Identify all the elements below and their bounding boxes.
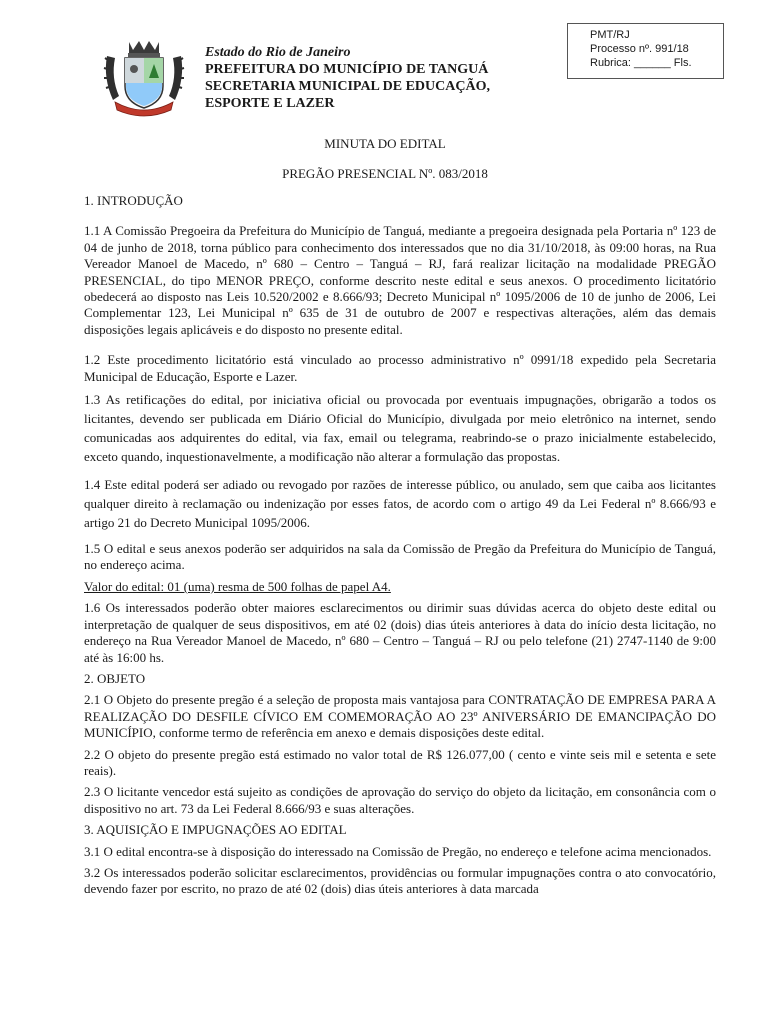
secretariat-name-line2: ESPORTE E LAZER — [205, 96, 335, 111]
document-subtitle: PREGÃO PRESENCIAL Nº. 083/2018 — [282, 166, 488, 181]
paragraph-2-1: 2.1 O Objeto do presente pregão é a seleção de proposta mais vantajosa para CONTRATAÇÃO DE EMPRESA PARA A REALIZAÇÃO DO DESFILE CÍVICO EM COMEMORAÇÃO AO 23º ANIVERSÁRIO DE EMANCIPAÇÃO DO MUNICÍPIO, conforme termo de referência em anexo e demais disposições deste edital. — [84, 692, 716, 741]
document-title: MINUTA DO EDITAL — [324, 136, 446, 151]
prefecture-name: PREFEITURA DO MUNICÍPIO DE TANGUÁ — [205, 62, 489, 77]
paragraph-1-6: 1.6 Os interessados poderão obter maiores esclarecimentos ou dirimir suas dúvidas acerca do objeto deste edital ou interpretação de qualquer de seus dispositivos, em até 02 (dois) dias úteis anteriores à data do início desta licitação, no endereço na Rua Vereador Manoel de Macedo, nº 680 – Centro – Tanguá – RJ ou pelo telefone (21) 2747-1140 de 9:00 até às 16:00 hs. — [84, 600, 716, 665]
stamp-line-1: PMT/RJ — [590, 29, 630, 41]
stamp-line-3: Rubrica: ______ Fls. — [590, 57, 692, 69]
section-heading-aquisicao: 3. AQUISIÇÃO E IMPUGNAÇÕES AO EDITAL — [84, 822, 347, 838]
section-heading-introducao: 1. INTRODUÇÃO — [84, 193, 183, 208]
paragraph-1-5: 1.5 O edital e seus anexos poderão ser adquiridos na sala da Comissão de Pregão da Prefeitura do Município de Tanguá, no endereço acima. — [84, 541, 716, 573]
paragraph-1-3: 1.3 As retificações do edital, por iniciativa oficial ou provocada por eventuais impugnações, obrigarão a todos os licitantes, devendo ser publicada em Diário Oficial do Município, divulgada por meio eletrônico na internet, sendo comunicadas aos adquirentes do edital, via fax, email ou telegrama, reabrindo-se o prazo inicialmente estabelecido, exceto quando, inquestionavelmente, a modificação não alterar a formulação das propostas. — [84, 392, 716, 465]
stamp-line-2: Processo nº. 991/18 — [590, 43, 689, 55]
paragraph-1-4: 1.4 Este edital poderá ser adiado ou revogado por razões de interesse público, ou anulado, sem que caiba aos licitantes qualquer direito à reclamação ou indenização por esses fatos, de acordo com o artigo 49 da Lei Federal nº 8.666/93 e artigo 21 do Decreto Municipal 1095/2006. — [84, 477, 716, 531]
paragraph-1-2: 1.2 Este procedimento licitatório está vinculado ao processo administrativo nº 0991/18 expedido pela Secretaria Municipal de Educação, Esporte e Lazer. — [84, 352, 716, 384]
paragraph-2-2: 2.2 O objeto do presente pregão está estimado no valor total de R$ 126.077,00 ( cento e vinte seis mil e setenta e sete reais). — [84, 746, 716, 778]
paragraph-3-2: 3.2 Os interessados poderão solicitar esclarecimentos, providências ou formular impugnações contra o ato convocatório, devendo fazer por escrito, no prazo de até 02 (dois) dias úteis anteriores à data marcada — [84, 864, 716, 897]
paragraph-1-1: 1.1 A Comissão Pregoeira da Prefeitura do Município de Tanguá, mediante a pregoeira designada pela Portaria nº 123 de 04 de junho de 2018, torna público para conhecimento dos interessados que no dia 31/10/2018, às 09:00 horas, na Rua Vereador Manoel de Macedo, nº 680 – Centro – Tanguá – RJ, fará realizar licitação na modalidade PREGÃO PRESENCIAL, do tipo MENOR PREÇO, conforme descrito neste edital e seus anexos. O procedimento licitatório obedecerá ao disposto nas Leis 10.520/2002 e 8.666/93; Decreto Municipal nº 1095/2006 de 10 de junho de 2006, Lei Complementar 123, Lei Municipal nº 635 de 31 de outubro de 2007 e respectivas alterações, além das demais disposições legais aplicáveis e do disposto no presente edital. — [84, 223, 716, 337]
municipal-coat-of-arms-icon — [101, 38, 187, 118]
process-stamp — [567, 23, 724, 79]
paragraph-3-1: 3.1 O edital encontra-se à disposição do interessado na Comissão de Pregão, no endereço e telefone acima mencionados. — [84, 843, 712, 859]
document-body — [84, 193, 716, 898]
paragraph-2-3: 2.3 O licitante vencedor está sujeito as condições de aprovação do serviço do objeto da licitação, em consonância com o dispositivo no art. 73 da Lei Federal 8.666/93 e suas alterações. — [84, 784, 716, 816]
edital-value-note: Valor do edital: 01 (uma) resma de 500 folhas de papel A4. — [84, 578, 391, 594]
state-name: Estado do Rio de Janeiro — [205, 45, 351, 60]
section-heading-objeto: 2. OBJETO — [84, 670, 146, 686]
letterhead — [205, 44, 565, 112]
secretariat-name-line1: SECRETARIA MUNICIPAL DE EDUCAÇÃO, — [205, 79, 490, 94]
